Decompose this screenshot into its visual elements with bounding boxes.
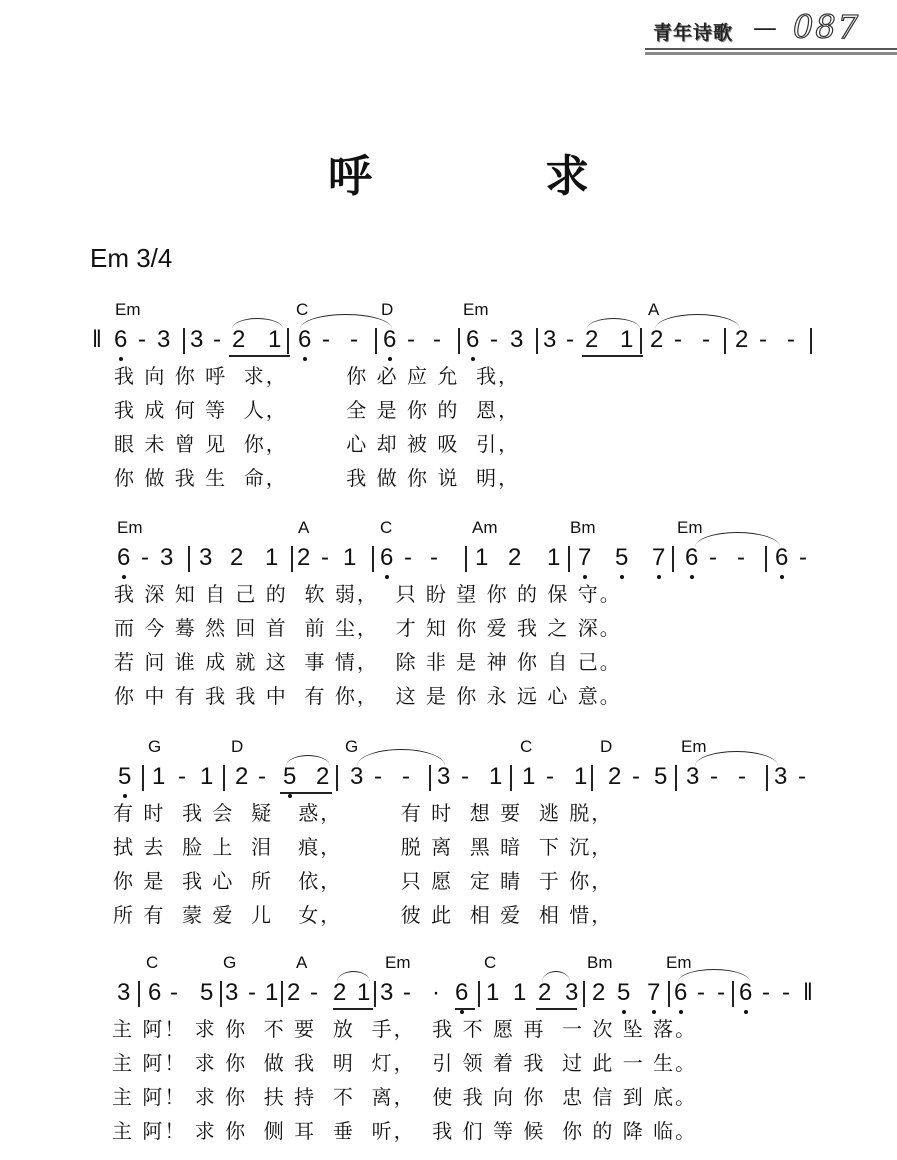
jianpu-note: 5 [654,763,668,790]
jianpu-note: 2 [235,763,249,790]
header-rule [645,52,897,55]
chord-symbol: A [648,300,660,319]
lyric-line: 你 中 有 我 我 中 有 你， 这 是 你 永 远 心 意。 [114,684,622,708]
jianpu-note: - [782,979,790,1006]
jianpu-note: 6 [148,979,162,1006]
tie-slur [286,755,330,766]
jianpu-note: 2 [287,979,301,1006]
barline [138,981,140,1007]
beam-underline [280,792,332,794]
jianpu-note: - [430,544,438,571]
jianpu-note: - [787,326,795,353]
lyric-line: 我 向 你 呼 求， 你 必 应 允 我， [114,364,521,388]
jianpu-note: 1 [475,544,489,571]
barline [188,546,190,572]
barline [281,981,283,1007]
jianpu-note: - [213,326,221,353]
jianpu-note: - [737,544,745,571]
jianpu-note: - [404,544,412,571]
lyric-line: 有 时 我 会 疑 惑， 有 时 想 要 逃 脱， [113,801,614,825]
jianpu-note: - [702,326,710,353]
lyric-line: 若 问 谁 成 就 这 事 情， 除 非 是 神 你 自 己。 [114,650,622,674]
chord-symbol: G [223,953,237,972]
barline [724,328,726,354]
jianpu-note: 1 [522,763,536,790]
chord-symbol: Am [472,518,498,537]
lyric-line: 主 阿！ 求 你 侧 耳 垂 听， 我 们 等 候 你 的 降 临。 [112,1119,698,1143]
lyric-line: 眼 未 曾 见 你， 心 却 被 吸 引， [114,432,521,456]
jianpu-note: 3 [510,326,524,353]
tie-slur [337,971,370,982]
jianpu-note: - [759,326,767,353]
jianpu-note: 5 [200,979,214,1006]
chord-symbol: A [298,518,310,537]
barline [429,765,431,791]
jianpu-note: - [403,979,411,1006]
jianpu-note: 6 [298,326,312,353]
lyric-line: 你 做 我 生 命， 我 做 你 说 明， [114,466,521,490]
jianpu-note: 2 [608,763,622,790]
jianpu-note: - [709,544,717,571]
chord-symbol: A [296,953,308,972]
barline [536,328,538,354]
jianpu-note: - [141,544,149,571]
chord-symbol: Bm [587,953,613,972]
jianpu-note: - [170,979,178,1006]
barline [374,981,376,1007]
barline [765,546,767,572]
chord-symbol: G [148,737,162,756]
jianpu-note: 2 [508,544,522,571]
jianpu-note: 5 [283,763,297,790]
jianpu-note: 7 [647,979,661,1006]
chord-symbol: C [380,518,393,537]
jianpu-note: - [407,326,415,353]
jianpu-note: ‖ [92,326,102,353]
barline [732,981,734,1007]
jianpu-note: 3 [225,979,239,1006]
lyric-line: 拭 去 脸 上 泪 痕， 脱 离 黑 暗 下 沉， [113,835,614,859]
jianpu-note: 6 [114,326,128,353]
barline [640,328,642,354]
jianpu-note: 1 [265,979,279,1006]
jianpu-note: 6 [685,544,699,571]
jianpu-note: ‖ [803,979,813,1006]
song-title-char: 呼 [328,151,372,202]
chord-symbol: Em [666,953,692,972]
jianpu-note: - [710,763,718,790]
jianpu-note: - [632,763,640,790]
page-header [645,8,897,52]
jianpu-note: 3 [190,326,204,353]
chord-symbol: Em [117,518,143,537]
chord-symbol: D [381,300,394,319]
jianpu-note: - [248,979,256,1006]
jianpu-note: 6 [739,979,753,1006]
jianpu-note: 6 [383,326,397,353]
jianpu-note: 2 [297,544,311,571]
chord-symbol: C [296,300,309,319]
jianpu-note: 2 [538,979,552,1006]
jianpu-note: 1 [357,979,371,1006]
jianpu-note: - [546,763,554,790]
barline [220,981,222,1007]
tie-slur [695,532,780,547]
jianpu-note: - [402,763,410,790]
jianpu-note: 3 [437,763,451,790]
jianpu-note: 3 [686,763,700,790]
lyric-line: 我 深 知 自 己 的 软 弱， 只 盼 望 你 的 保 守。 [114,582,622,606]
chord-symbol: G [345,737,359,756]
beam-underline [455,1008,475,1010]
jianpu-note: 2 [735,326,749,353]
barline [183,328,185,354]
tie-slur [587,318,640,329]
jianpu-note: 1 [486,979,500,1006]
barline [142,765,144,791]
jianpu-note: 6 [674,979,688,1006]
jianpu-note: - [697,979,705,1006]
lyric-line: 你 是 我 心 所 依， 只 愿 定 睛 于 你， [113,869,614,893]
barline [672,546,674,572]
jianpu-note: 1 [547,544,561,571]
jianpu-note: 5 [615,544,629,571]
jianpu-note: - [433,326,441,353]
lyric-line: 所 有 蒙 爱 儿 女， 彼 此 相 爱 相 惜， [113,903,614,927]
barline [372,546,374,572]
jianpu-note: - [374,763,382,790]
jianpu-note: - [138,326,146,353]
jianpu-note: · [432,979,440,1006]
jianpu-note: 1 [574,763,588,790]
beam-underline [582,355,643,357]
jianpu-note: 2 [585,326,599,353]
jianpu-note: 7 [652,544,666,571]
jianpu-note: 1 [513,979,527,1006]
jianpu-note: - [258,763,266,790]
jianpu-note: - [717,979,725,1006]
header-rule [645,48,897,50]
lyric-line: 主 阿！ 求 你 扶 持 不 离， 使 我 向 你 忠 信 到 底。 [112,1085,698,1109]
barline [465,546,467,572]
tie-slur [232,318,283,329]
jianpu-note: - [799,544,807,571]
jianpu-note: 3 [157,326,171,353]
barline [458,328,460,354]
barline [223,765,225,791]
beam-underline [333,1008,373,1010]
chord-symbol: Em [463,300,489,319]
tie-slur [300,314,392,329]
jianpu-note: - [322,326,330,353]
jianpu-note: 3 [199,544,213,571]
chord-symbol: D [600,737,613,756]
jianpu-note: 3 [774,763,788,790]
header-dash: — [753,14,777,42]
jianpu-note: 3 [543,326,557,353]
jianpu-note: 3 [117,979,131,1006]
jianpu-note: - [798,763,806,790]
jianpu-note: 2 [316,763,330,790]
chord-symbol: D [231,737,244,756]
jianpu-note: 3 [565,979,579,1006]
chord-symbol: Bm [570,518,596,537]
jianpu-note: - [762,979,770,1006]
barline [675,765,677,791]
jianpu-note: 1 [268,326,282,353]
jianpu-note: 2 [650,326,664,353]
key-time-signature: Em 3/4 [90,243,173,273]
book-title: 青年诗歌 [653,22,734,44]
low-octave-dot [780,575,784,579]
song-title-char: 求 [545,151,589,202]
chord-symbol: Em [681,737,707,756]
jianpu-note: 2 [230,544,244,571]
jianpu-note: 1 [152,763,166,790]
lyric-line: 我 成 何 等 人， 全 是 你 的 恩， [114,398,521,422]
jianpu-note: - [490,326,498,353]
jianpu-note: 6 [775,544,789,571]
jianpu-note: 7 [578,544,592,571]
jianpu-note: 2 [232,326,246,353]
low-octave-dot [657,575,661,579]
jianpu-note: 5 [118,763,132,790]
jianpu-note: 1 [620,326,634,353]
jianpu-note: - [178,763,186,790]
jianpu-note: - [350,326,358,353]
barline [583,981,585,1007]
jianpu-note: 1 [489,763,503,790]
jianpu-note: - [461,763,469,790]
barline [668,981,670,1007]
jianpu-note: - [566,326,574,353]
jianpu-note: - [321,544,329,571]
jianpu-note: 1 [265,544,279,571]
jianpu-note: 3 [350,763,364,790]
barline [510,765,512,791]
chord-symbol: Em [385,953,411,972]
chord-symbol: C [146,953,159,972]
page-number: 087 [793,8,861,46]
tie-slur [695,751,778,766]
low-octave-dot [744,1010,748,1014]
jianpu-note: 6 [466,326,480,353]
barline [336,765,338,791]
chord-symbol: Em [115,300,141,319]
jianpu-note: - [738,763,746,790]
chord-symbol: C [484,953,497,972]
jianpu-note: - [674,326,682,353]
tie-slur [542,971,570,982]
beam-underline [536,1008,577,1010]
lyric-line: 主 阿！ 求 你 做 我 明 灯， 引 领 着 我 过 此 一 生。 [112,1051,698,1075]
jianpu-note: 2 [333,979,347,1006]
barline [810,328,812,354]
beam-underline [229,355,290,357]
jianpu-note: 6 [455,979,469,1006]
chord-symbol: Em [677,518,703,537]
jianpu-note: 1 [200,763,214,790]
barline [291,546,293,572]
low-octave-dot [690,575,694,579]
chord-symbol: C [520,737,533,756]
lyric-line: 主 阿！ 求 你 不 要 放 手， 我 不 愿 再 一 次 坠 落。 [112,1017,698,1041]
jianpu-note: 3 [380,979,394,1006]
barline [478,981,480,1007]
barline [766,765,768,791]
jianpu-note: 1 [343,544,357,571]
lyric-line: 而 今 蓦 然 回 首 前 尘， 才 知 你 爱 我 之 深。 [114,616,622,640]
jianpu-note: 3 [160,544,174,571]
tie-slur [357,749,445,766]
barline [287,328,289,354]
jianpu-note: 2 [592,979,606,1006]
jianpu-note: 6 [380,544,394,571]
barline [591,765,593,791]
barline [568,546,570,572]
barline [375,328,377,354]
tie-slur [655,314,740,329]
jianpu-note: 5 [617,979,631,1006]
jianpu-note: - [310,979,318,1006]
jianpu-note: 6 [117,544,131,571]
